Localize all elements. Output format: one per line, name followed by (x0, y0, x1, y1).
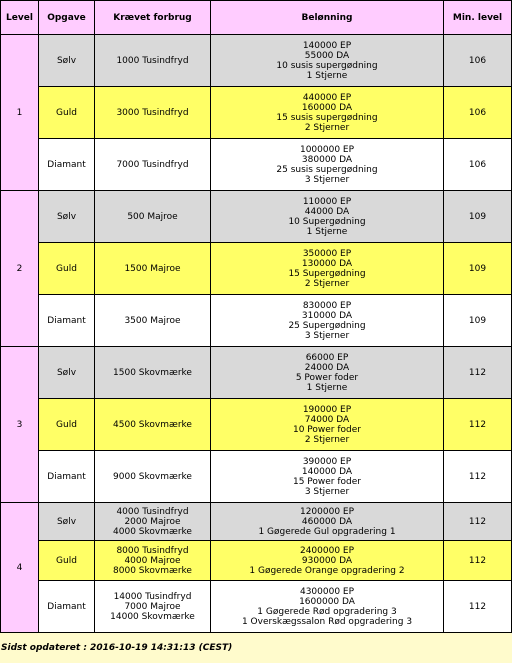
required-cell (95, 503, 211, 541)
reward-line: 310000 DA (301, 310, 353, 321)
table-row (1, 295, 512, 347)
required-line: 4500 Skovmærke (113, 419, 192, 430)
required-cell (95, 35, 211, 87)
table-row (1, 87, 512, 139)
header-row (1, 1, 512, 35)
table-row (1, 191, 512, 243)
min-level-cell: 112 (444, 451, 512, 503)
reward-cell (211, 503, 444, 541)
required-cell (95, 295, 211, 347)
reward-line: 10 susis supergødning (276, 60, 378, 71)
required-line: 1500 Skovmærke (113, 367, 192, 378)
reward-line: 2 Stjerner (304, 278, 350, 289)
required-cell (95, 347, 211, 399)
required-cell (95, 399, 211, 451)
reward-line: 25 susis supergødning (276, 164, 378, 175)
task-cell: Guld (39, 87, 95, 139)
reward-line: 3 Stjerner (304, 486, 350, 497)
reward-line: 1 Stjerne (306, 226, 348, 237)
task-cell: Sølv (39, 347, 95, 399)
reward-line: 74000 DA (304, 414, 350, 425)
table-row (1, 503, 512, 541)
reward-cell (211, 35, 444, 87)
reward-cell (211, 295, 444, 347)
required-line: 1500 Majroe (124, 263, 181, 274)
header-min-level: Min. level (444, 1, 512, 35)
reward-line: 930000 DA (301, 555, 353, 566)
reward-line: 3 Stjerner (304, 330, 350, 341)
required-line: 8000 Skovmærke (113, 565, 192, 576)
required-line: 7000 Tusindfryd (116, 159, 189, 170)
reward-line: 10 Power foder (292, 424, 361, 435)
reward-line: 830000 EP (302, 300, 352, 311)
reward-line: 2 Stjerner (304, 122, 350, 133)
reward-line: 440000 EP (302, 92, 352, 103)
task-cell: Diamant (39, 581, 95, 633)
required-line: 3500 Majroe (124, 315, 181, 326)
reward-line: 110000 EP (302, 196, 352, 207)
table-row (1, 541, 512, 581)
reward-cell (211, 139, 444, 191)
min-level-cell: 112 (444, 581, 512, 633)
required-line: 3000 Tusindfryd (116, 107, 189, 118)
task-cell: Sølv (39, 503, 95, 541)
reward-cell (211, 243, 444, 295)
reward-line: 1 Gøgerede Gul opgradering 1 (258, 526, 396, 537)
reward-line: 2 Stjerner (304, 434, 350, 445)
reward-line: 10 Supergødning (288, 216, 366, 227)
table-body (1, 35, 512, 633)
reward-line: 460000 DA (301, 516, 353, 527)
required-cell (95, 581, 211, 633)
reward-line: 1 Overskægssalon Rød opgradering 3 (241, 616, 413, 627)
min-level-cell: 112 (444, 503, 512, 541)
required-line: 14000 Skovmærke (110, 611, 195, 622)
required-line: 1000 Tusindfryd (116, 55, 189, 66)
reward-line: 2400000 EP (299, 545, 355, 556)
required-cell (95, 243, 211, 295)
reward-line: 25 Supergødning (288, 320, 366, 331)
task-cell: Sølv (39, 191, 95, 243)
reward-cell (211, 347, 444, 399)
reward-line: 44000 DA (304, 206, 350, 217)
reward-line: 140000 EP (302, 40, 352, 51)
min-level-cell: 106 (444, 35, 512, 87)
required-line: 14000 Tusindfryd (113, 591, 192, 602)
min-level-cell: 112 (444, 541, 512, 581)
reward-line: 380000 DA (301, 154, 353, 165)
reward-line: 66000 EP (305, 352, 349, 363)
table-row (1, 243, 512, 295)
task-cell: Guld (39, 399, 95, 451)
reward-line: 1200000 EP (299, 506, 355, 517)
level-cell: 2 (1, 191, 39, 347)
required-cell (95, 139, 211, 191)
reward-line: 15 Power foder (292, 476, 361, 487)
reward-line: 1000000 EP (299, 144, 355, 155)
required-line: 9000 Skovmærke (113, 471, 192, 482)
task-cell: Diamant (39, 139, 95, 191)
reward-line: 1 Gøgerede Rød opgradering 3 (257, 606, 397, 617)
reward-line: 1 Gøgerede Orange opgradering 2 (249, 565, 405, 576)
reward-line: 24000 DA (304, 362, 350, 373)
reward-line: 1 Stjerne (306, 70, 348, 81)
required-cell (95, 541, 211, 581)
reward-cell (211, 451, 444, 503)
reward-line: 160000 DA (301, 102, 353, 113)
reward-line: 4300000 EP (299, 586, 355, 597)
reward-cell (211, 399, 444, 451)
table-row (1, 35, 512, 87)
reward-line: 350000 EP (302, 248, 352, 259)
reward-line: 55000 DA (304, 50, 350, 61)
reward-cell (211, 87, 444, 139)
required-cell (95, 87, 211, 139)
required-line: 4000 Tusindfryd (116, 506, 189, 517)
reward-line: 15 Supergødning (288, 268, 366, 279)
header-task: Opgave (39, 1, 95, 35)
min-level-cell: 112 (444, 399, 512, 451)
header-level: Level (1, 1, 39, 35)
task-cell: Sølv (39, 35, 95, 87)
required-line: 8000 Tusindfryd (116, 545, 189, 556)
task-cell: Diamant (39, 451, 95, 503)
min-level-cell: 106 (444, 139, 512, 191)
required-line: 4000 Majroe (124, 555, 181, 566)
min-level-cell: 112 (444, 347, 512, 399)
min-level-cell: 109 (444, 243, 512, 295)
min-level-cell: 109 (444, 295, 512, 347)
reward-cell (211, 191, 444, 243)
reward-line: 15 susis supergødning (276, 112, 378, 123)
task-cell: Guld (39, 541, 95, 581)
required-line: 7000 Majroe (124, 601, 181, 612)
reward-line: 5 Power foder (295, 372, 359, 383)
level-cell: 4 (1, 503, 39, 633)
required-line: 2000 Majroe (124, 516, 181, 527)
reward-line: 3 Stjerner (304, 174, 350, 185)
table-row (1, 451, 512, 503)
table-row (1, 139, 512, 191)
min-level-cell: 109 (444, 191, 512, 243)
reward-cell (211, 541, 444, 581)
reward-cell (211, 581, 444, 633)
header-reward: Belønning (211, 1, 444, 35)
required-cell (95, 191, 211, 243)
reward-line: 390000 EP (302, 456, 352, 467)
required-line: 4000 Skovmærke (113, 526, 192, 537)
level-cell: 3 (1, 347, 39, 503)
header-required: Krævet forbrug (95, 1, 211, 35)
last-updated: Sidst opdateret : 2016-10-19 14:31:13 (CEST) (1, 643, 233, 653)
required-cell (95, 451, 211, 503)
reward-line: 130000 DA (301, 258, 353, 269)
task-cell: Diamant (39, 295, 95, 347)
required-line: 500 Majroe (127, 211, 178, 222)
reward-line: 140000 DA (301, 466, 353, 477)
min-level-cell: 106 (444, 87, 512, 139)
reward-line: 190000 EP (302, 404, 352, 415)
table-row (1, 581, 512, 633)
level-cell: 1 (1, 35, 39, 191)
reward-line: 1600000 DA (299, 596, 355, 607)
reward-line: 1 Stjerne (306, 382, 348, 393)
task-cell: Guld (39, 243, 95, 295)
table-row (1, 399, 512, 451)
table-row (1, 347, 512, 399)
